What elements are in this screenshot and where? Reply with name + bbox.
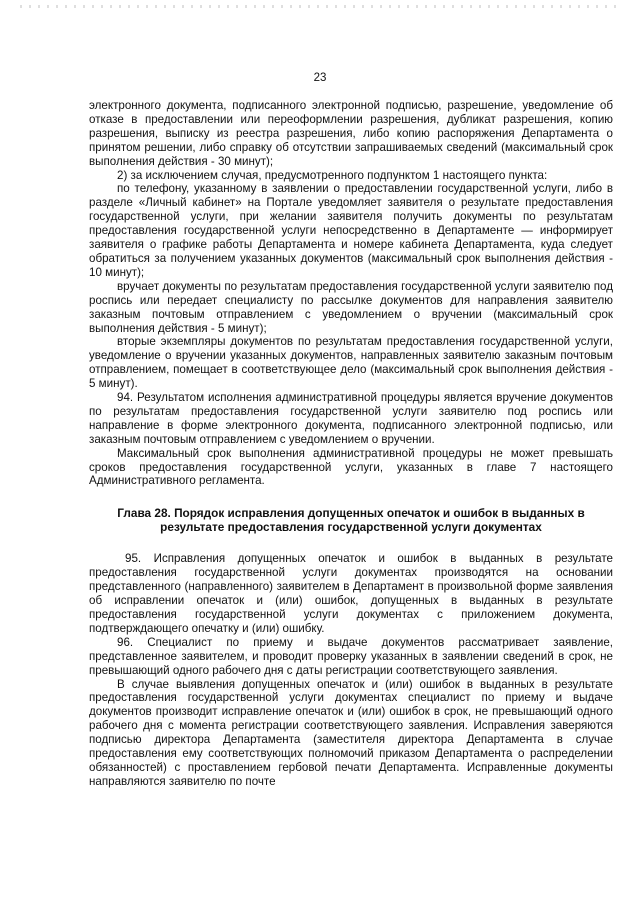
paragraph: вручает документы по результатам предоставления государственной услуги заявителю под роспись или передает специалисту по рассылке документов для направления заявителю заказным почтовым отправлением с уведомлением о вручении (максимальный срок выполнения действия - 5 минут); [89, 279, 613, 335]
paragraph: вторые экземпляры документов по результатам предоставления государственной услуги, уведомление о вручении указанных документов, направленных заявителю заказным почтовым отправлением, помещает в соответствующее дело (максимальный срок выполнения действия - 5 минут). [89, 335, 613, 391]
paragraph: электронного документа, подписанного электронной подписью, разрешение, уведомление об отказе в предоставлении или переоформлении разрешения, дубликат разрешения, копию разрешения, выписку из реестра разрешения, либо копию распоряжения Департамента о принятом решении, либо справку об отсутствии запрашиваемых сведений (максимальный срок выполнения действия - 30 минут); [89, 99, 613, 168]
scan-artifact-top [20, 5, 620, 8]
paragraph: 2) за исключением случая, предусмотренного подпунктом 1 настоящего пункта: [117, 168, 548, 182]
page-number: 23 [313, 72, 327, 84]
paragraph: 95. Исправления допущенных опечаток и ошибок в выданных в результате предоставления государственной услуги документах производятся на основании представленного (направленного) заявителем в Департамент в произвольной форме заявления об исправлении опечаток и (или) ошибок, допущенных в выданных в результате предоставления государственной услуги документах с приложением документа, подтверждающего опечатку и (или) ошибку. [89, 552, 613, 635]
chapter-heading: Глава 28. Порядок исправления допущенных опечаток и ошибок в выданных в результате предоставления государственной услуги документах [117, 506, 585, 535]
paragraph: 94. Результатом исполнения административной процедуры является вручение документов по результатам предоставления государственной услуги заявителю под роспись или направление в форме электронного документа, подписанного электронной подписью, или заказным почтовым отправлением с уведомлением о вручении. [89, 391, 613, 446]
paragraph: В случае выявления допущенных опечаток и (или) ошибок в выданных в результате предоставления государственной услуги документах специалист по приему и выдаче документов производит исправление опечаток и (или) ошибок в срок, не превышающий одного рабочего дня с момента регистрации соответствующего заявления. Исправления заверяются подписью директора Департамента (заместителя директора Департамента в случае предоставления ему соответствующих полномочий приказом Департамента о распределении обязанностей) с проставлением гербовой печати Департамента. Исправленные документы направляются заявителю по почте [89, 677, 613, 788]
document-body [89, 99, 613, 789]
paragraph: по телефону, указанному в заявлении о предоставлении государственной услуги, либо в разделе «Личный кабинет» на Портале уведомляет заявителя о результате предоставления государственной услуги, при желании заявителя получить документы по результатам предоставления государственной услуги непосредственно в Департаменте — информирует заявителя о графике работы Департамента и номере кабинета Департамента, куда следует обратиться за получением указанных документов (максимальный срок выполнения действия - 10 минут); [89, 182, 613, 279]
paragraph: 96. Специалист по приему и выдаче документов рассматривает заявление, представленное заявителем, и проводит проверку указанных в заявлении сведений в срок, не превышающий одного рабочего дня с даты регистрации соответствующего заявления. [89, 635, 613, 677]
paragraph: Максимальный срок выполнения административной процедуры не может превышать сроков предоставления государственной услуги, указанных в главе 7 настоящего Административного регламента. [89, 446, 613, 488]
